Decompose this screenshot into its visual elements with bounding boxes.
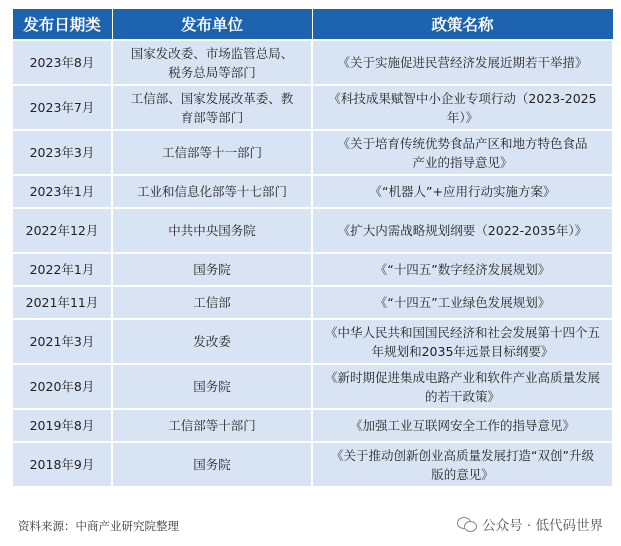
- header-date: 发布日期类: [12, 9, 112, 41]
- header-unit: 发布单位: [112, 9, 312, 41]
- table-row: [12, 286, 613, 319]
- watermark-text: 公众号 · 低代码世界: [482, 518, 603, 534]
- watermark: [457, 514, 603, 534]
- cell-unit: 中共中央国务院: [112, 208, 312, 253]
- table-row: [12, 409, 613, 442]
- cell-policy: 《扩大内需战略规划纲要（2022-2035年）》: [312, 208, 613, 253]
- cell-date: 2018年9月: [12, 442, 112, 487]
- cell-date: 2020年8月: [12, 364, 112, 409]
- header-row: [12, 9, 613, 41]
- cell-unit: 工信部: [112, 286, 312, 319]
- table-row: [12, 208, 613, 253]
- policy-table: [11, 8, 614, 488]
- table-row: [12, 319, 613, 364]
- cell-policy: 《加强工业互联网安全工作的指导意见》: [312, 409, 613, 442]
- cell-unit: 发改委: [112, 319, 312, 364]
- cell-policy: 《新时期促进集成电路产业和软件产业高质量发展的若干政策》: [312, 364, 613, 409]
- cell-date: 2019年8月: [12, 409, 112, 442]
- cell-unit: 工信部等十一部门: [112, 130, 312, 175]
- cell-policy: 《关于推动创新创业高质量发展打造“双创”升级版的意见》: [312, 442, 613, 487]
- cell-policy: 《关于实施促进民营经济发展近期若干举措》: [312, 40, 613, 85]
- cell-date: 2023年7月: [12, 85, 112, 130]
- policy-table-container: [11, 8, 612, 488]
- table-row: [12, 253, 613, 286]
- table-row: [12, 85, 613, 130]
- cell-date: 2023年1月: [12, 175, 112, 208]
- table-row: [12, 175, 613, 208]
- cell-date: 2023年3月: [12, 130, 112, 175]
- table-row: [12, 130, 613, 175]
- cell-policy: 《“机器人”+应用行动实施方案》: [312, 175, 613, 208]
- source-note: 资料来源：中商产业研究院整理: [18, 519, 179, 533]
- cell-date: 2021年11月: [12, 286, 112, 319]
- cell-unit: 工信部等十部门: [112, 409, 312, 442]
- cell-unit: 国务院: [112, 442, 312, 487]
- cell-unit: 工信部、国家发展改革委、教育部等部门: [112, 85, 312, 130]
- table-row: [12, 364, 613, 409]
- cell-date: 2022年1月: [12, 253, 112, 286]
- cell-unit: 国务院: [112, 253, 312, 286]
- cell-date: 2021年3月: [12, 319, 112, 364]
- header-policy: 政策名称: [312, 9, 613, 41]
- table-row: [12, 40, 613, 85]
- cell-policy: 《关于培育传统优势食品产区和地方特色食品产业的指导意见》: [312, 130, 613, 175]
- table-row: [12, 442, 613, 487]
- cell-unit: 工业和信息化部等十七部门: [112, 175, 312, 208]
- cell-unit: 国家发改委、市场监管总局、税务总局等部门: [112, 40, 312, 85]
- cell-date: 2022年12月: [12, 208, 112, 253]
- wechat-icon: [457, 517, 477, 531]
- cell-unit: 国务院: [112, 364, 312, 409]
- cell-policy: 《“十四五”工业绿色发展规划》: [312, 286, 613, 319]
- cell-policy: 《“十四五”数字经济发展规划》: [312, 253, 613, 286]
- cell-policy: 《科技成果赋智中小企业专项行动（2023-2025年）》: [312, 85, 613, 130]
- cell-date: 2023年8月: [12, 40, 112, 85]
- cell-policy: 《中华人民共和国国民经济和社会发展第十四个五年规划和2035年远景目标纲要》: [312, 319, 613, 364]
